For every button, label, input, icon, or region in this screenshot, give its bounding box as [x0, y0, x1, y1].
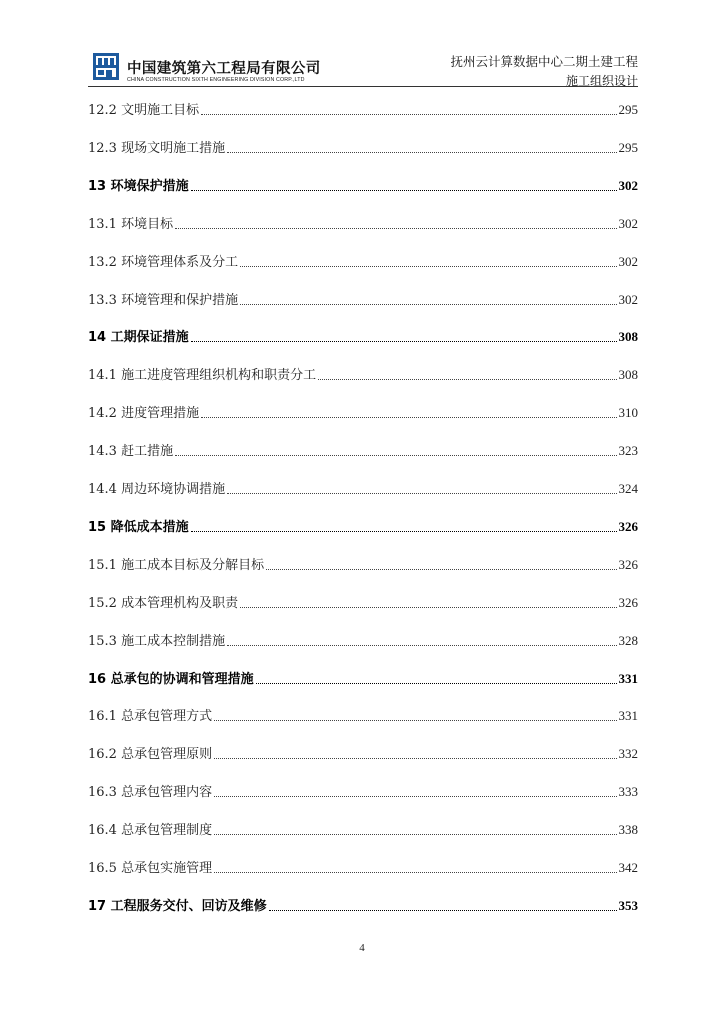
toc-entry-page: 326 — [618, 594, 638, 610]
toc-section-entry[interactable] — [88, 740, 638, 762]
toc-entry-page: 342 — [618, 860, 638, 875]
toc-entry-page: 338 — [618, 822, 638, 838]
toc-entry-page: 326 — [618, 518, 638, 534]
toc-chapter-entry[interactable] — [88, 172, 638, 194]
toc-entry-title: 16 总承包的协调和管理措施 — [88, 671, 254, 687]
toc-section-entry[interactable] — [88, 96, 638, 118]
toc-section-entry[interactable] — [88, 475, 638, 497]
toc-entry-title: 16.5 总承包实施管理 — [88, 861, 213, 876]
toc-entry-page: 331 — [618, 670, 638, 686]
toc-entry-page: 308 — [618, 329, 638, 345]
company-name-en: CHINA CONSTRUCTION SIXTH ENGINEERING DIVISION CORP.,LTD — [127, 77, 305, 83]
toc-dot-leader — [175, 228, 616, 229]
toc-entry-page: 302 — [618, 215, 638, 231]
toc-section-entry[interactable] — [88, 286, 638, 308]
toc-dot-leader — [227, 645, 616, 646]
toc-entry-page: 302 — [618, 253, 638, 269]
toc-entry-title: 15.2 成本管理机构及职责 — [88, 595, 239, 611]
toc-section-entry[interactable] — [88, 551, 638, 573]
toc-dot-leader — [227, 152, 616, 153]
toc-chapter-entry[interactable] — [88, 323, 638, 345]
toc-entry-title: 16.3 总承包管理内容 — [88, 785, 213, 801]
toc-section-entry[interactable] — [88, 399, 638, 421]
toc-entry-title: 14.1 施工进度管理组织机构和职责分工 — [88, 368, 317, 384]
toc-entry-page: 331 — [618, 708, 638, 724]
company-logo-icon — [93, 53, 119, 80]
toc-dot-leader — [191, 190, 617, 191]
toc-dot-leader — [240, 304, 616, 305]
toc-entry-title: 16.4 总承包管理制度 — [88, 823, 213, 839]
toc-section-entry[interactable] — [88, 437, 638, 459]
toc-dot-leader — [214, 758, 616, 759]
toc-entry-title: 13.2 环境管理体系及分工 — [88, 254, 239, 270]
toc-entry-page: 308 — [618, 367, 638, 383]
toc-entry-page: 353 — [618, 897, 638, 913]
toc-entry-page: 310 — [618, 405, 638, 421]
toc-dot-leader — [191, 341, 617, 342]
toc-dot-leader — [240, 607, 616, 608]
toc-section-entry[interactable] — [88, 248, 638, 270]
toc-section-entry[interactable] — [88, 778, 638, 800]
toc-section-entry[interactable] — [88, 361, 638, 383]
toc-entry-title: 15 降低成本措施 — [88, 519, 189, 535]
toc-entry-page: 332 — [618, 746, 638, 762]
toc-dot-leader — [256, 683, 617, 684]
page-number: 4 — [359, 942, 365, 954]
toc-dot-leader — [214, 872, 616, 873]
toc-entry-title: 16.2 总承包管理原则 — [88, 747, 213, 763]
toc-dot-leader — [227, 493, 616, 494]
toc-section-entry[interactable] — [88, 702, 638, 724]
toc-dot-leader — [214, 720, 616, 721]
toc-entry-title: 13 环境保护措施 — [88, 178, 189, 194]
toc-entry-title: 14.3 赶工措施 — [88, 444, 174, 460]
toc-entry-title: 13.1 环境目标 — [88, 216, 174, 232]
toc-dot-leader — [318, 379, 616, 380]
document-subtitle: 施工组织设计 — [565, 74, 638, 88]
toc-entry-title: 16.1 总承包管理方式 — [88, 709, 213, 725]
toc-dot-leader — [240, 266, 616, 267]
toc-entry-page: 295 — [618, 139, 638, 155]
toc-section-entry[interactable] — [88, 210, 638, 232]
toc-section-entry[interactable] — [88, 627, 638, 649]
toc-dot-leader — [266, 569, 616, 570]
company-name-cn: 中国建筑第六工程局有限公司 — [127, 61, 321, 77]
toc-entry-title: 12.2 文明施工目标 — [88, 103, 200, 118]
toc-chapter-entry[interactable] — [88, 665, 638, 687]
project-title: 抚州云计算数据中心二期土建工程 — [450, 54, 638, 69]
toc-dot-leader — [191, 531, 617, 532]
toc-entry-page: 302 — [618, 291, 638, 307]
toc-section-entry[interactable] — [88, 134, 638, 156]
page-header — [88, 44, 638, 86]
toc-entry-title: 13.3 环境管理和保护措施 — [88, 292, 239, 308]
toc-entry-page: 323 — [618, 443, 638, 459]
toc-entry-title: 15.3 施工成本控制措施 — [88, 633, 226, 649]
toc-entry-page: 333 — [618, 784, 638, 800]
toc-entry-page: 324 — [618, 481, 638, 496]
toc-entry-page: 326 — [618, 556, 638, 572]
toc-entry-title: 12.3 现场文明施工措施 — [88, 140, 226, 156]
toc-section-entry[interactable] — [88, 589, 638, 611]
toc-entry-page: 295 — [618, 102, 638, 117]
toc-entry-title: 15.1 施工成本目标及分解目标 — [88, 557, 265, 573]
toc-entry-title: 14.4 周边环境协调措施 — [88, 482, 226, 497]
toc-entry-title: 17 工程服务交付、回访及维修 — [88, 898, 267, 914]
toc-dot-leader — [201, 114, 616, 115]
toc-chapter-entry[interactable] — [88, 513, 638, 535]
toc-entry-page: 328 — [618, 632, 638, 648]
toc-entry-title: 14.2 进度管理措施 — [88, 406, 200, 422]
toc-dot-leader — [269, 910, 617, 911]
toc-section-entry[interactable] — [88, 854, 638, 876]
toc-entry-page: 302 — [618, 177, 638, 193]
toc-chapter-entry[interactable] — [88, 892, 638, 914]
header-divider — [88, 86, 638, 87]
toc-dot-leader — [201, 417, 616, 418]
toc-dot-leader — [214, 796, 616, 797]
toc-dot-leader — [214, 834, 616, 835]
toc-dot-leader — [175, 455, 616, 456]
toc-entry-title: 14 工期保证措施 — [88, 330, 189, 346]
toc-section-entry[interactable] — [88, 816, 638, 838]
